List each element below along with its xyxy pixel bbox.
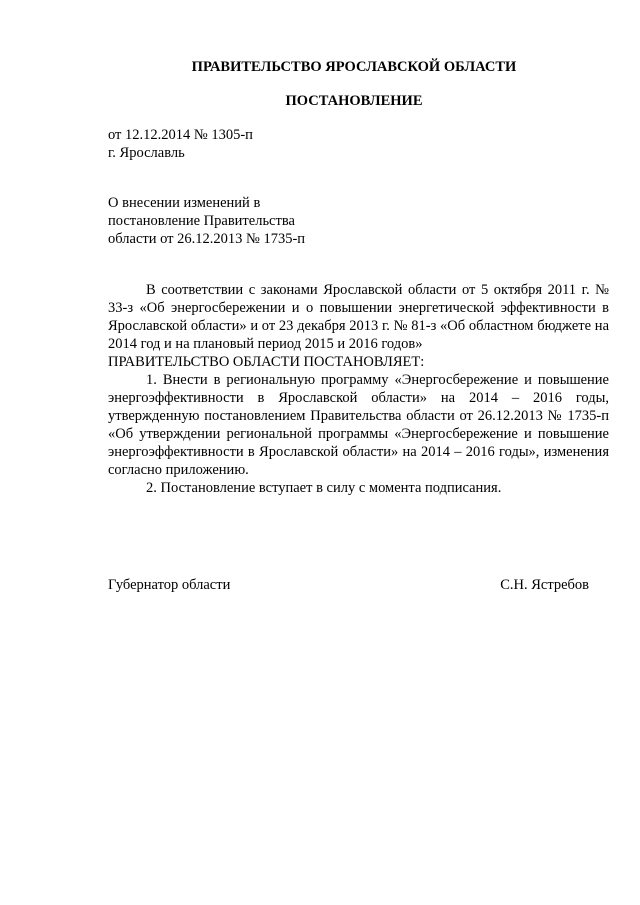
preamble-paragraph: В соответствии с законами Ярославской области от 5 октября 2011 г. № 33-з «Об энергосбережении и о повышении энергетической эффективности в Ярославской области» и от 23 декабря 2013 г. № 81-з «Об областном бюджете на 2014 год и на плановый период 2015 и 2016 годов»	[108, 282, 609, 352]
signatory-name: С.Н. Ястребов	[500, 577, 589, 593]
subject-line-2: постановление Правительства	[108, 213, 295, 229]
city: г. Ярославль	[108, 145, 185, 161]
signature-block	[108, 576, 589, 594]
signatory-position: Губернатор области	[108, 577, 231, 593]
subject-line-3: области от 26.12.2013 № 1735-п	[108, 231, 306, 247]
declaration-line: ПРАВИТЕЛЬСТВО ОБЛАСТИ ПОСТАНОВЛЯЕТ:	[108, 354, 425, 370]
item-1-paragraph: 1. Внести в региональную программу «Энергосбережение и повышение энергоэффективности в Ярославской области» на 2014 – 2016 годы, утвержденную постановлением Правительства области от 26.12.2013 № 1735-п «Об утверждении региональной программы «Энергосбережение и повышение энергоэффективности в Ярославской области» на 2014 – 2016 годы», изменения согласно приложению.	[108, 372, 609, 478]
item-2-paragraph: 2. Постановление вступает в силу с момента подписания.	[146, 480, 502, 496]
document-subject	[108, 194, 305, 248]
document-meta	[108, 126, 253, 162]
document-body	[108, 281, 609, 497]
date-number: от 12.12.2014 № 1305-п	[108, 127, 253, 143]
document-type-title: ПОСТАНОВЛЕНИЕ	[285, 93, 423, 109]
organization-title: ПРАВИТЕЛЬСТВО ЯРОСЛАВСКОЙ ОБЛАСТИ	[191, 59, 517, 75]
subject-line-1: О внесении изменений в	[108, 195, 261, 211]
